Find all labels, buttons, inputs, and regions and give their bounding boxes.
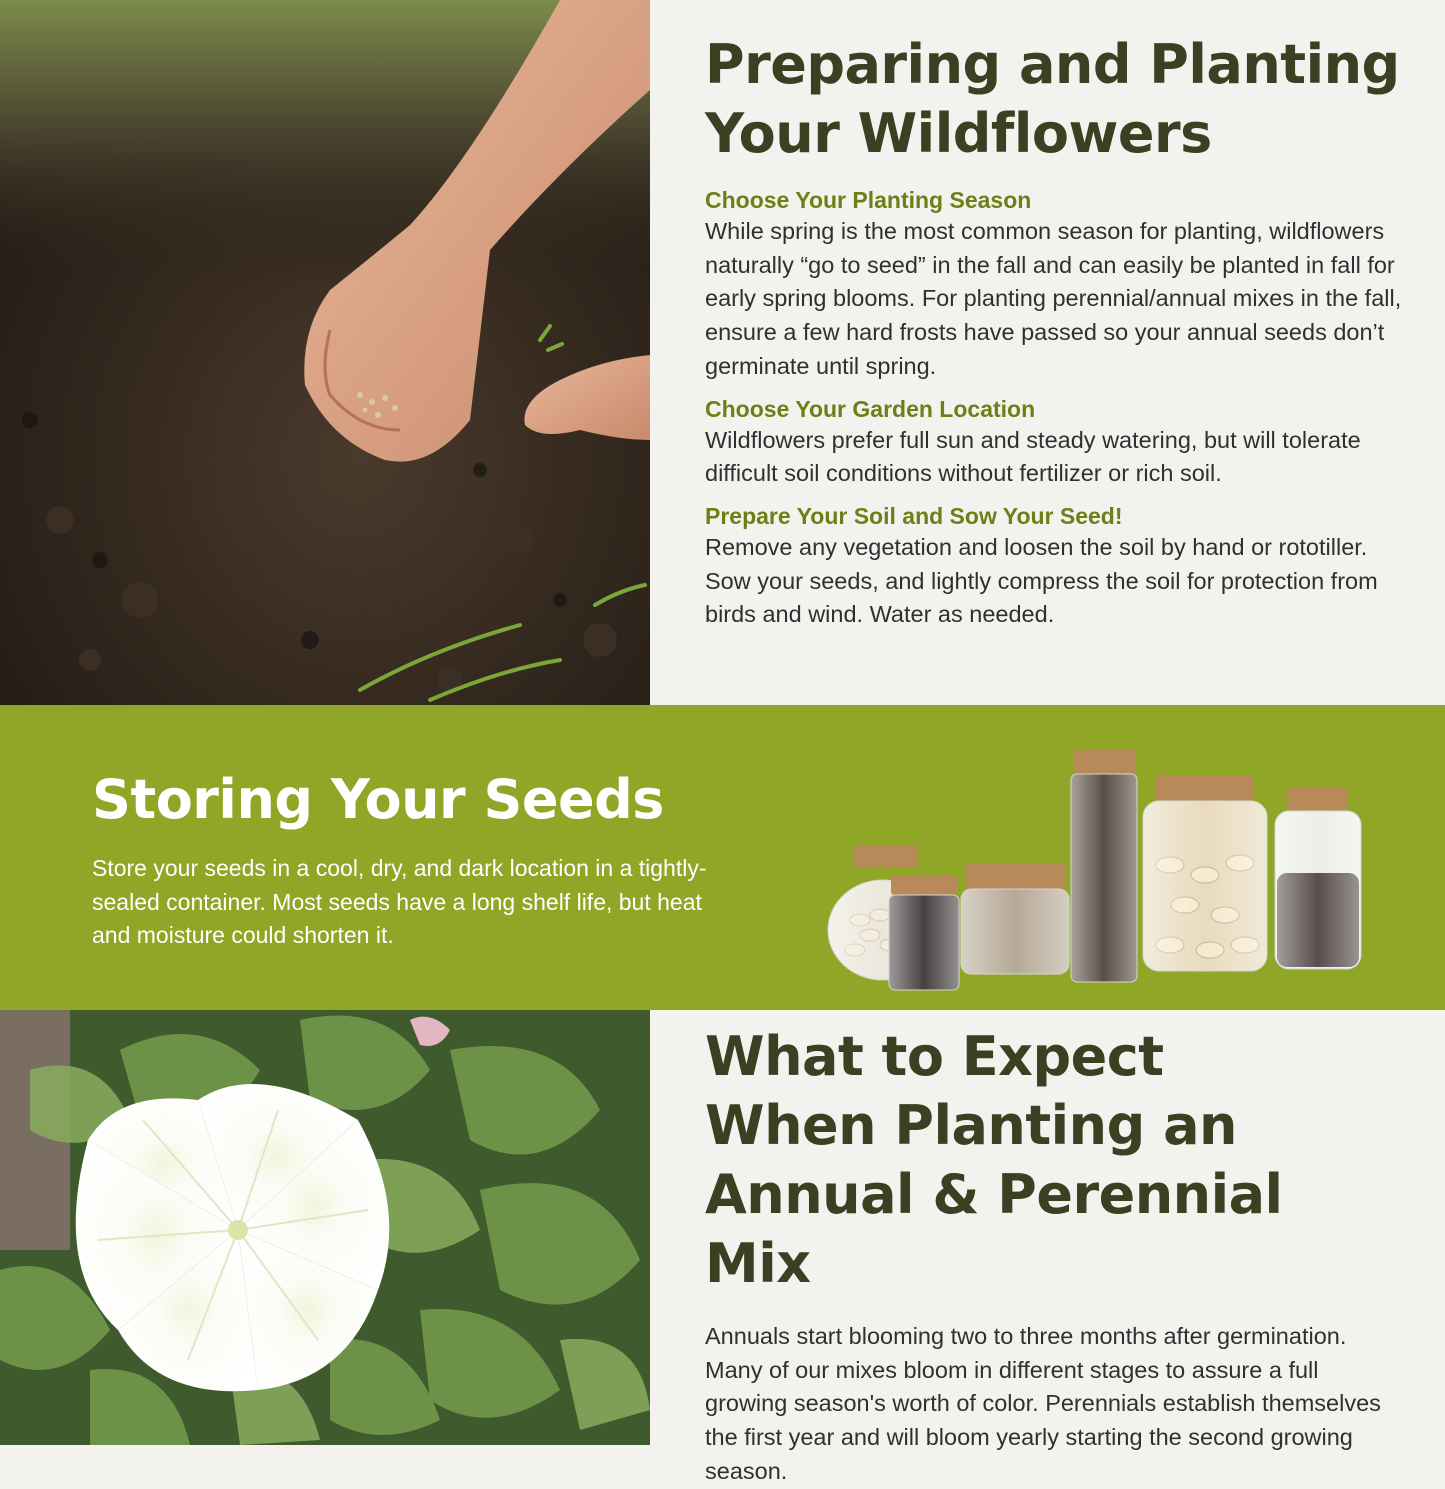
prepare-soil-heading: Prepare Your Soil and Sow Your Seed! xyxy=(705,502,1123,529)
storing-text xyxy=(92,765,712,953)
storing-title: Storing Your Seeds xyxy=(92,768,664,831)
garden-location-body: Wildflowers prefer full sun and steady watering, but will tolerate difficult soil conditions without fertilizer or rich soil. xyxy=(705,426,1361,487)
planting-section xyxy=(0,0,1445,705)
expect-title: What to Expect When Planting an Annual & Perennial Mix xyxy=(705,1025,1283,1295)
storing-section xyxy=(0,705,1445,1010)
expect-body: Annuals start blooming two to three months after germination. Many of our mixes bloom in different stages to assure a full growing season's worth of color. Perennials establish themselves the first year and will bloom yearly starting the second growing season. xyxy=(705,1323,1381,1484)
soil-sowing-photo xyxy=(0,0,650,705)
prepare-soil-body: Remove any vegetation and loosen the soil by hand or rototiller. Sow your seeds, and lightly compress the soil for protection from birds and wind. Water as needed. xyxy=(705,533,1378,628)
garden-location-heading: Choose Your Garden Location xyxy=(705,395,1036,422)
planting-season-heading: Choose Your Planting Season xyxy=(705,187,1032,213)
planting-text xyxy=(705,30,1405,632)
storing-body: Store your seeds in a cool, dry, and dark location in a tightly-sealed container. Most seeds have a long shelf life, but heat and moisture could shorten it. xyxy=(92,855,707,949)
planting-title: Preparing and Planting Your Wildflowers xyxy=(705,33,1400,165)
expect-text xyxy=(705,1022,1405,1489)
moonflower-photo xyxy=(0,1010,650,1445)
seed-jars-image xyxy=(825,745,1370,1000)
expect-section xyxy=(0,1010,1445,1484)
planting-season-body: While spring is the most common season for planting, wildflowers naturally “go to seed” in the fall and can easily be planted in fall for early spring blooms. For planting perennial/annual mixes in the fall, ensure a few hard frosts have passed so your annual seeds don’t germinate until spring. xyxy=(705,218,1402,379)
